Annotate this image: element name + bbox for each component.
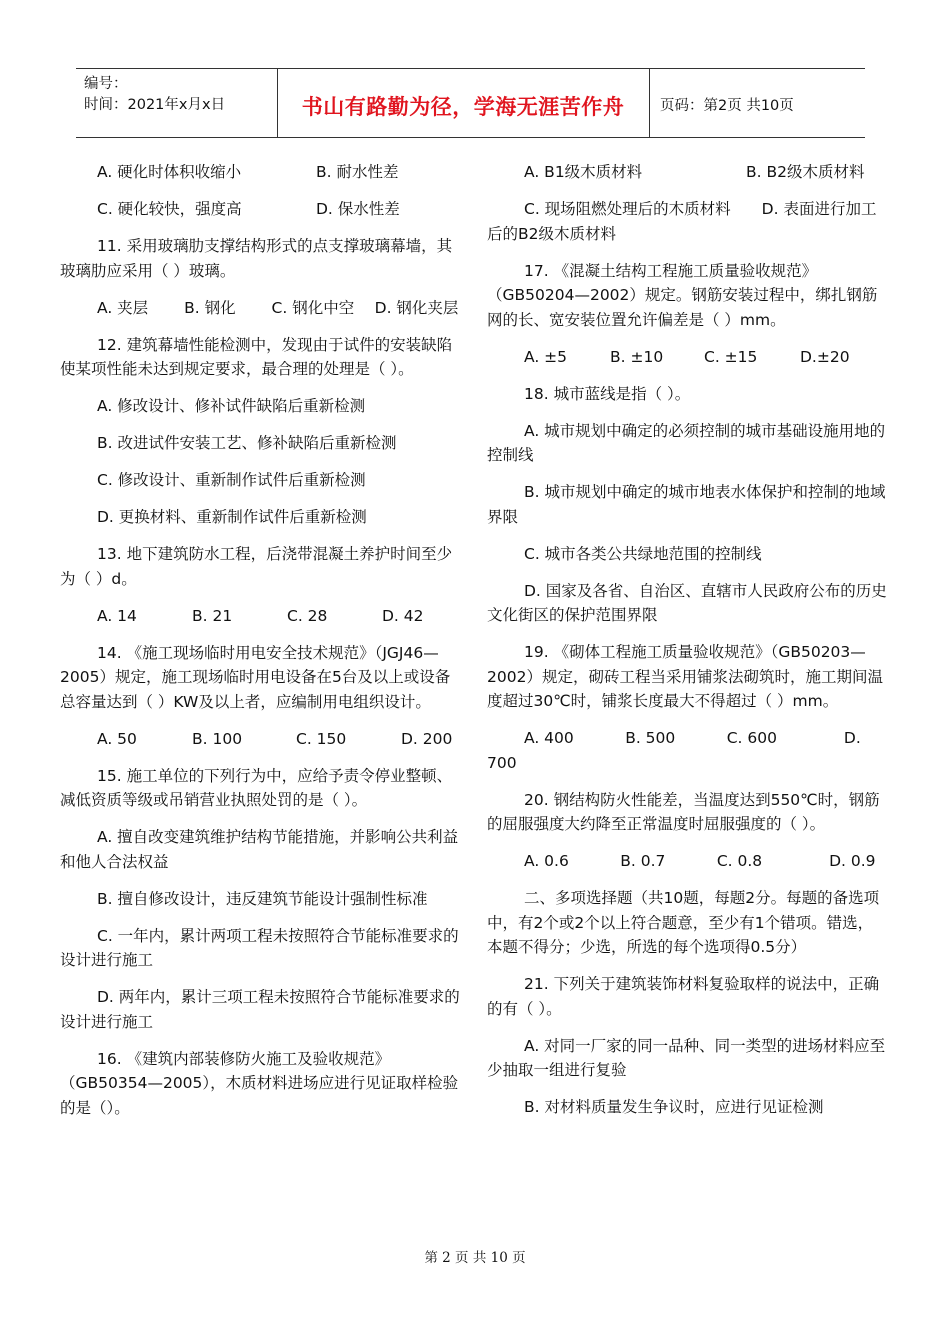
option-d: D. 保水性差	[316, 200, 400, 218]
q14-options	[97, 727, 460, 752]
left-column	[60, 160, 460, 1133]
question-19: 19. 《砌体工程施工质量验收规范》（GB50203—2002）规定，砌砖工程当采用铺浆法砌筑时，施工期间温度超过30℃时，铺浆长度最大不得超过（ ）mm。	[487, 643, 883, 710]
question-17: 17. 《混凝土结构工程施工质量验收规范》（GB50204—2002）规定。钢筋安装过程中，绑扎钢筋网的长、宽安装位置允许偏差是（ ）mm。	[487, 261, 878, 329]
page-footer: 第 2 页 共 10 页	[424, 1250, 526, 1266]
q12-option-a: A. 修改设计、修补试件缺陷后重新检测	[97, 397, 366, 415]
option-d: D. 42	[382, 606, 424, 625]
q13-options	[97, 604, 460, 629]
option-b: B. 21	[192, 606, 233, 625]
option-b: B. 耐水性差	[316, 163, 399, 181]
right-column	[487, 160, 887, 1132]
header-meta	[76, 69, 278, 137]
page-info: 页码：第2页 共10页	[660, 98, 794, 114]
q15-option-c: C. 一年内，累计两项工程未按照符合节能标准要求的设计进行施工	[60, 926, 459, 969]
page-header	[76, 68, 865, 138]
question-15: 15. 施工单位的下列行为中，应给予责令停业整顿、减低资质等级或吊销营业执照处罚的是（ ）。	[60, 766, 453, 809]
q10-options-row-1	[97, 160, 460, 185]
q15-option-a: A. 擅自改变建筑维护结构节能措施，并影响公共利益和他人合法权益	[60, 828, 459, 871]
q15-option-b: B. 擅自修改设计，违反建筑节能设计强制性标准	[97, 889, 428, 908]
question-20: 20. 钢结构防火性能差，当温度达到550℃时，钢筋的屈服强度大约降至正常温度时屈服强度的（ ）。	[487, 790, 880, 833]
q18-option-c: C. 城市各类公共绿地范围的控制线	[524, 544, 762, 563]
q18-option-b: B. 城市规划中确定的城市地表水体保护和控制的地域界限	[487, 483, 886, 526]
question-11: 11. 采用玻璃肋支撑结构形式的点支撑玻璃幕墙，其玻璃肋应采用（ ）玻璃。	[60, 237, 453, 280]
q11-options: A. 夹层 B. 钢化 C. 钢化中空 D. 钢化夹层	[97, 298, 459, 317]
question-18: 18. 城市蓝线是指（ ）。	[524, 384, 691, 403]
q17-options	[524, 345, 887, 370]
question-12: 12. 建筑幕墙性能检测中，发现由于试件的安装缺陷使某项性能未达到规定要求，最合理的处理是（ ）。	[60, 335, 453, 378]
option-a: A. B1级木质材料	[524, 163, 643, 181]
question-13: 13. 地下建筑防水工程，后浇带混凝土养护时间至少为（ ）d。	[60, 545, 453, 588]
option-c: C. 硬化较快，强度高	[97, 200, 242, 218]
option-b: B. B2级木质材料	[746, 163, 865, 181]
q15-option-d: D. 两年内，累计三项工程未按照符合节能标准要求的设计进行施工	[60, 988, 460, 1031]
option-c: C. 150	[296, 729, 347, 748]
section-heading-multiple-choice: 二、多项选择题（共10题，每题2分。每题的备选项中，有2个或2个以上符合题意，至少有1个错项。错选，本题不得分；少选，所选的每个选项得0.5分）	[487, 889, 880, 956]
option-c: C. ±15	[704, 347, 758, 366]
option-a: A. 硬化时体积收缩小	[97, 163, 242, 181]
q10-options-row-2	[97, 197, 460, 222]
option-c: C. 28	[287, 606, 328, 625]
q18-option-a: A. 城市规划中确定的必须控制的城市基础设施用地的控制线	[487, 421, 886, 464]
question-14: 14. 《施工现场临时用电安全技术规范》（JGJ46—2005）规定，施工现场临时用电设备在5台及以上或设备总容量达到（ ）KW及以上者，应编制用电组织设计。	[60, 643, 451, 711]
q19-options: A. 400 B. 500 C. 600 D. 700	[487, 729, 861, 772]
option-b: B. ±10	[610, 347, 664, 366]
q21-option-a: A. 对同一厂家的同一品种、同一类型的进场材料应至少抽取一组进行复验	[487, 1036, 886, 1079]
option-d: D.±20	[800, 347, 850, 366]
q20-options: A. 0.6 B. 0.7 C. 0.8 D. 0.9	[524, 852, 876, 870]
option-b: B. 100	[192, 729, 243, 748]
q16-options-row-1	[524, 160, 887, 185]
option-d: D. 200	[401, 729, 453, 748]
q12-option-b: B. 改进试件安装工艺、修补缺陷后重新检测	[97, 434, 397, 452]
q12-option-d: D. 更换材料、重新制作试件后重新检测	[97, 508, 367, 526]
number-label: 编号：	[84, 76, 128, 92]
q21-option-b: B. 对材料质量发生争议时，应进行见证检测	[524, 1098, 824, 1116]
option-a: A. ±5	[524, 347, 568, 366]
question-21: 21. 下列关于建筑装饰材料复验取样的说法中，正确的有（ ）。	[487, 975, 880, 1018]
option-a: A. 14	[97, 606, 137, 625]
header-motto-cell	[277, 69, 650, 137]
question-16: 16. 《建筑内部装修防火施工及验收规范》（GB50354—2005），木质材料进场应进行见证取样检验的是（）。	[60, 1049, 459, 1117]
q12-option-c: C. 修改设计、重新制作试件后重新检测	[97, 471, 366, 489]
q18-option-d: D. 国家及各省、自治区、直辖市人民政府公布的历史文化街区的保护范围界限	[487, 581, 887, 624]
q16-options-row-2: C. 现场阻燃处理后的木质材料 D. 表面进行加工后的B2级木质材料	[487, 200, 877, 243]
header-page-cell	[650, 69, 865, 137]
option-a: A. 50	[97, 729, 137, 748]
motto: 书山有路勤为径，学海无涯苦作舟	[301, 94, 625, 119]
date-label: 时间：2021年x月x日	[84, 97, 226, 113]
